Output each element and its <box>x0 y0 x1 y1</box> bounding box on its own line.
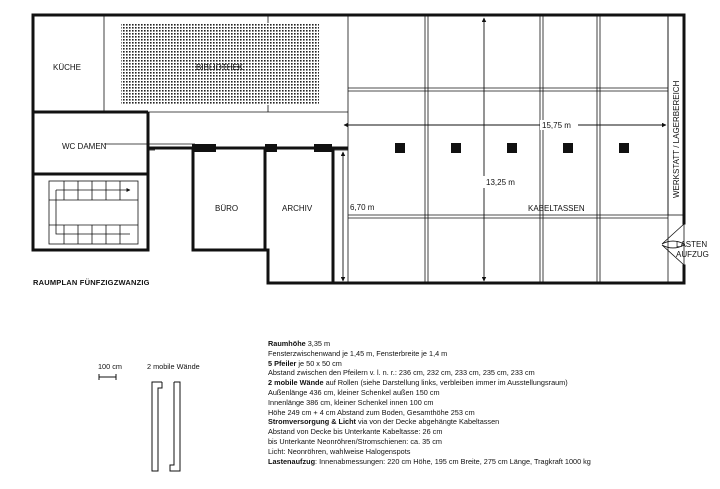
room-label-aufzug: AUFZUG <box>676 250 709 259</box>
legend-line <box>268 349 591 359</box>
dimension-label-width: 15,75 m <box>542 121 571 130</box>
legend-line-text: Licht: Neonröhren, wahlweise Halogenspots <box>268 446 411 456</box>
mobile-walls-diagram <box>148 376 188 476</box>
mobile-walls-label: 2 mobile Wände <box>147 362 200 371</box>
pillar <box>563 143 573 153</box>
legend-line <box>268 378 591 388</box>
legend-line-text: auf Rollen (siehe Darstellung links, verbleiben immer im Ausstellungsraum) <box>323 378 568 388</box>
pillar <box>507 143 517 153</box>
legend-line-text: : Innenabmessungen: 220 cm Höhe, 195 cm Breite, 275 cm Länge, Tragkraft 1000 kg <box>315 456 591 466</box>
legend-line <box>268 427 591 437</box>
legend-line-text: Abstand von Decke bis Unterkante Kabeltasse: 26 cm <box>268 427 443 437</box>
room-label-buero: BÜRO <box>215 204 239 213</box>
legend-line-text: Innenlänge 386 cm, kleiner Schenkel innen 100 cm <box>268 397 434 407</box>
scale-label: 100 cm <box>98 362 122 371</box>
legend-line-heading: Raumhöhe <box>268 339 306 348</box>
legend-line-text: bis Unterkante Neonröhren/Stromschienen: ca. 35 cm <box>268 436 442 446</box>
dimension-label-height: 6,70 m <box>350 203 375 212</box>
inner-walls <box>33 112 348 283</box>
pillar <box>619 143 629 153</box>
pillars <box>395 143 629 153</box>
legend-line <box>268 398 591 408</box>
legend-line <box>268 408 591 418</box>
legend-line-text: 3,35 m <box>305 339 331 348</box>
legend <box>268 339 591 466</box>
legend-line-heading: Lastenaufzug <box>268 456 316 466</box>
dimension-label-length: 13,25 m <box>486 178 515 187</box>
legend-line-text: je 50 x 50 cm <box>296 358 342 368</box>
room-label-archiv: ARCHIV <box>282 204 313 213</box>
legend-line-text: Abstand zwischen den Pfeilern v. l. n. r.: 236 cm, 232 cm, 233 cm, 235 cm, 233 cm <box>268 368 535 378</box>
legend-line-text: Fensterzwischenwand je 1,45 m, Fensterbreite je 1,4 m <box>268 348 448 358</box>
legend-line <box>268 417 591 427</box>
room-label-werkstatt: WERKSTATT / LAGERBEREICH <box>672 80 681 198</box>
legend-line-text: Außenlänge 436 cm, kleiner Schenkel außen 150 cm <box>268 387 440 397</box>
legend-line <box>268 388 591 398</box>
pillar <box>451 143 461 153</box>
room-label-wc-damen: WC DAMEN <box>62 142 107 151</box>
room-label-kabeltassen: KABELTASSEN <box>528 204 585 213</box>
legend-line-text: Höhe 249 cm + 4 cm Abstand zum Boden, Gesamthöhe 253 cm <box>268 407 475 417</box>
legend-line-heading: Stromversorgung & Licht <box>268 417 356 427</box>
staircase <box>49 181 138 244</box>
legend-line-heading: 2 mobile Wände <box>268 378 324 388</box>
dimension-lines <box>343 18 666 281</box>
legend-line-heading: 5 Pfeiler <box>268 358 297 368</box>
legend-line <box>268 339 591 349</box>
room-label-bibliothek: BIBLIOTHEK <box>196 63 244 72</box>
plan-caption: RAUMPLAN FÜNFZIGZWANZIG <box>33 278 150 287</box>
pillar <box>395 143 405 153</box>
scale-bar <box>98 373 118 381</box>
legend-line <box>268 457 591 467</box>
legend-line <box>268 437 591 447</box>
legend-line <box>268 359 591 369</box>
legend-line <box>268 447 591 457</box>
room-label-kueche: KÜCHE <box>53 63 82 72</box>
legend-line-text: via von der Decke abgehängte Kabeltassen <box>355 417 500 427</box>
room-label-lasten: LASTEN <box>676 240 708 249</box>
legend-line <box>268 368 591 378</box>
